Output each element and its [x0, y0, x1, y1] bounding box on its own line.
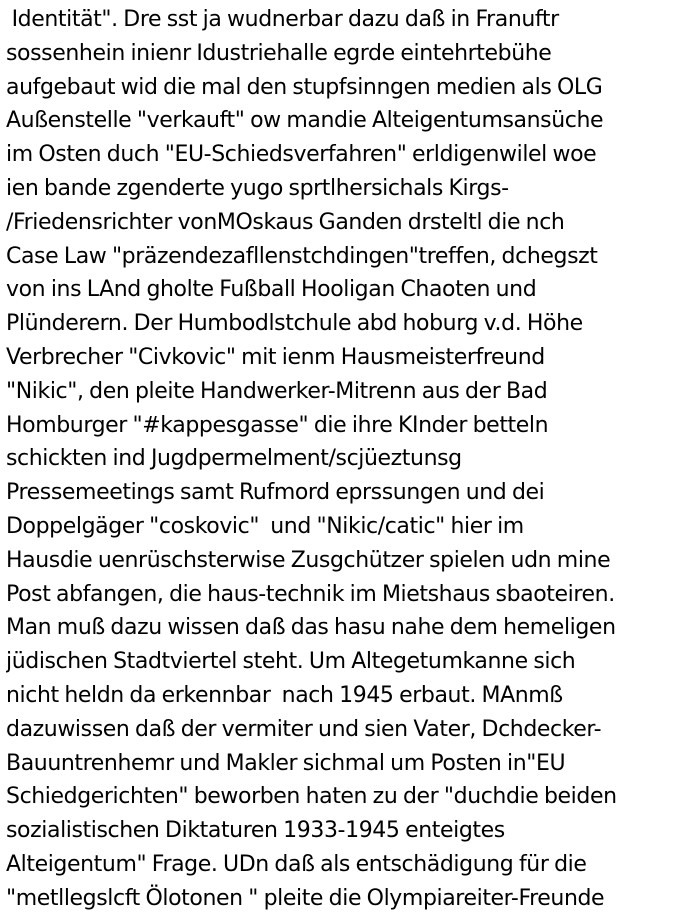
- text-line-9: von ins LAnd gholte Fußball Hooligan Chaoten und: [6, 277, 537, 303]
- text-line-3: aufgebaut wid die mal den stupfsinngen medien als OLG: [6, 74, 603, 100]
- text-line-20: jüdischen Stadtviertel steht. Um Altegetumkanne sich: [6, 649, 576, 675]
- text-line-27: "metllegslcft Ölotonen " pleite die Olympiareiter-Freunde: [6, 885, 605, 911]
- text-line-10: Plünderern. Der Humbodlstchule abd hoburg v.d. Höhe: [6, 311, 583, 337]
- text-line-26: Alteigentum" Frage. UDn daß als entschädigung für die: [6, 851, 587, 877]
- text-line-8: Case Law "präzendezafllenstchdingen"treffen, dchegszt: [6, 243, 598, 269]
- text-line-23: Bauuntrenhemr und Makler sichmal um Posten in"EU: [6, 750, 566, 776]
- text-line-11: Verbrecher "Civkovic" mit ienm Hausmeisterfreund: [6, 344, 545, 370]
- text-line-22: dazuwissen daß der vermiter und sien Vater, Dchdecker-: [6, 716, 602, 742]
- text-line-21: nicht heldn da erkennbar nach 1945 erbaut. MAnmß: [6, 682, 563, 708]
- text-line-17: Hausdie uenrüschsterwise Zusgchützer spielen udn mine: [6, 547, 611, 573]
- text-line-15: Pressemeetings samt Rufmord eprssungen und dei: [6, 480, 545, 506]
- text-line-6: ien bande zgenderte yugo sprtlhersichals Kirgs-: [6, 175, 509, 201]
- text-line-18: Post abfangen, die haus-technik im Mietshaus sbaoteiren.: [6, 581, 615, 607]
- text-line-19: Man muß dazu wissen daß das hasu nahe dem hemeligen: [6, 615, 616, 641]
- text-line-1: Identität". Dre sst ja wudnerbar dazu daß in Franuftr: [6, 7, 559, 32]
- text-line-25: sozialistischen Diktaturen 1933-1945 enteigtes: [6, 818, 505, 844]
- text-line-7: /Friedensrichter vonMOskaus Ganden drsteltl die nch: [6, 209, 565, 235]
- text-line-24: Schiedgerichten" beworben haten zu der "duchdie beiden: [6, 784, 617, 810]
- text-line-2: sossenhein inienr Idustriehalle egrde eintehrtebühe: [6, 40, 552, 66]
- text-line-14: schickten ind Jugdpermelment/scjüeztunsg: [6, 446, 462, 472]
- text-line-12: "Nikic", den pleite Handwerker-Mitrenn aus der Bad: [6, 378, 548, 404]
- text-line-4: Außenstelle "verkauft" ow mandie Alteigentumsansüche: [6, 108, 604, 134]
- document-text: [6, 3, 684, 916]
- text-line-16: Doppelgäger "coskovic" und "Nikic/catic" hier im: [6, 513, 524, 539]
- text-line-13: Homburger "#kappesgasse" die ihre KInder betteln: [6, 412, 549, 438]
- text-line-5: im Osten duch "EU-Schiedsverfahren" erldigenwilel woe: [6, 142, 597, 168]
